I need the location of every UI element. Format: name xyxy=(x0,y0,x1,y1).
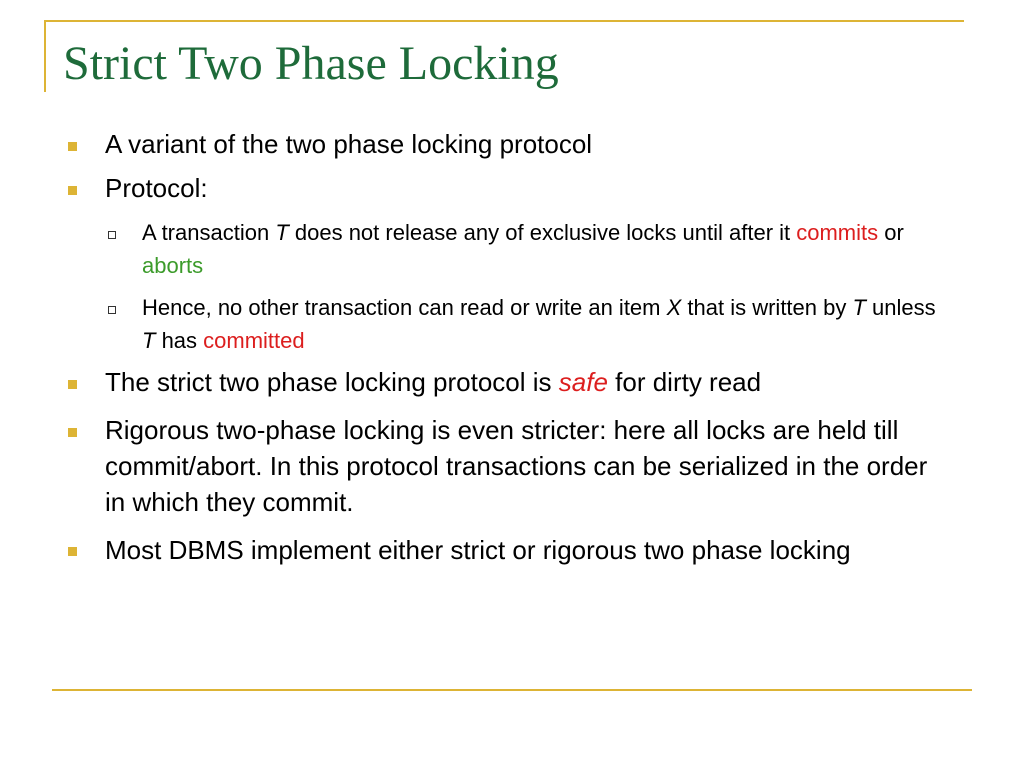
bullet-1-text: A variant of the two phase locking protocol xyxy=(105,129,593,159)
frame-bottom-line xyxy=(52,689,972,691)
bullet-3: The strict two phase locking protocol is safe for dirty read xyxy=(105,367,762,397)
bullet-4-text: Rigorous two-phase locking is even stricter: here all locks are held till commit/abort. In this protocol transactions can be serialized in the order in which they commit. xyxy=(105,415,928,517)
bullet-square-icon xyxy=(68,380,77,389)
bullet-5 xyxy=(105,532,945,568)
bullet-square-icon xyxy=(68,547,77,556)
variable-t: T xyxy=(275,220,289,245)
bullet-4 xyxy=(105,412,945,520)
bullet-square-icon xyxy=(68,186,77,195)
sub-bullet-box-icon xyxy=(108,231,116,239)
frame-top-line xyxy=(44,20,964,22)
variable-t: T xyxy=(142,328,156,353)
variable-x: X xyxy=(666,295,682,320)
highlight-committed: committed xyxy=(203,328,305,353)
slide-title: Strict Two Phase Locking xyxy=(63,37,559,90)
highlight-safe: safe xyxy=(558,367,608,397)
bullet-square-icon xyxy=(68,142,77,151)
bullet-square-icon xyxy=(68,428,77,437)
sub-bullet-2: Hence, no other transaction can read or write an item X that is written by T unless T has committed xyxy=(142,295,936,353)
bullet-1 xyxy=(105,126,945,162)
sub-bullet-box-icon xyxy=(108,306,116,314)
highlight-commits: commits xyxy=(796,220,879,245)
variable-t: T xyxy=(852,295,866,320)
highlight-aborts: aborts xyxy=(142,253,204,278)
sub-bullet-1: A transaction T does not release any of exclusive locks until after it commits or aborts xyxy=(142,220,904,278)
bullet-2-text: Protocol: xyxy=(105,173,208,203)
bullet-5-text: Most DBMS implement either strict or rigorous two phase locking xyxy=(105,535,851,565)
frame-left-line xyxy=(44,20,46,92)
bullet-2 xyxy=(105,170,945,206)
